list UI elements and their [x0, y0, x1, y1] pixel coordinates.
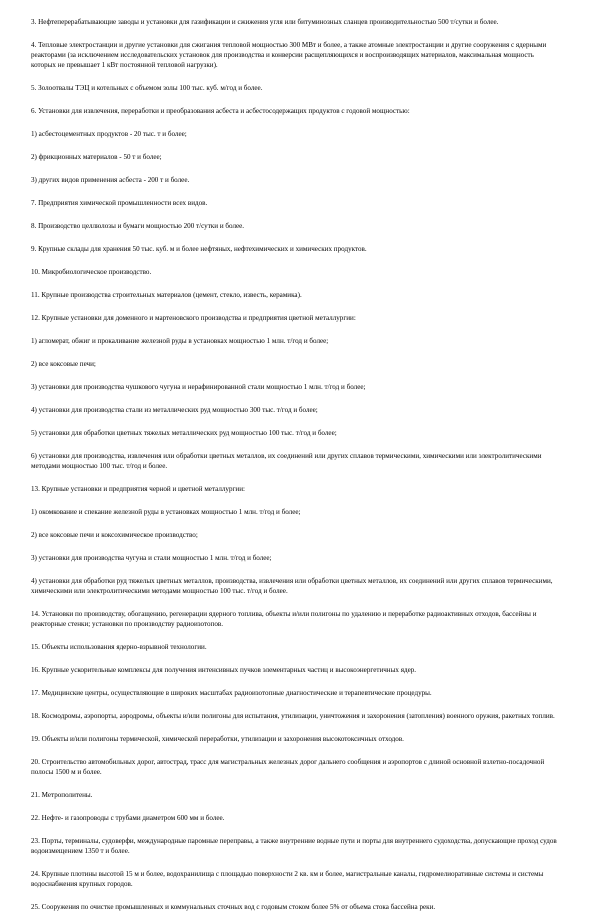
paragraph: 7. Предприятия химической промышленности всех видов. [31, 199, 208, 207]
paragraph: 1) агломерат, обжиг и прокаливание железной руды в установках мощностью 1 млн. т/год и более; [31, 337, 329, 345]
paragraph: 22. Нефте- и газопроводы с трубами диаметром 600 мм и более. [31, 814, 225, 822]
paragraph: 2) все коксовые печи; [31, 360, 96, 368]
paragraph: 21. Метрополитены. [31, 791, 93, 799]
paragraph: 6. Установки для извлечения, переработки и преобразования асбеста и асбестосодержащих продуктов с годовой мощностью: [31, 107, 410, 115]
paragraph: 1) окомкование и спекание железной руды в установках мощностью 1 млн. т/год и более; [31, 508, 301, 516]
paragraph: 4. Тепловые электростанции и другие установки для сжигания тепловой мощностью 300 МВт и более, а также атомные электростанции и другие сооружения с ядерными реакторами (за исключением исследовательских установок для производства и конверсии расщепляющихся и воспроизводящих материалов, максимальная мощность которых не превышает 1 кВт постоянной тепловой нагрузки). [31, 41, 547, 69]
paragraph: 24. Крупные плотины высотой 15 м и более, водохранилища с площадью поверхности 2 кв. км и более, магистральные каналы, гидромелиоративные системы и системы водоснабжения крупных городов. [31, 870, 544, 888]
paragraph: 11. Крупные производства строительных материалов (цемент, стекло, известь, керамика). [31, 291, 302, 299]
paragraph: 4) установки для обработки руд тяжелых цветных металлов, производства, извлечения или обработки цветных металлов, их соединений или других сплавов термическими, химическими или электролитическими методами мощностью 100 тыс. т/год и более. [31, 577, 553, 595]
paragraph: 5) установки для обработки цветных тяжелых металлических руд мощностью 100 тыс. т/год и более; [31, 429, 337, 437]
paragraph: 3) установки для производства чушкового чугуна и нерафинированной стали мощностью 1 млн. т/год и более; [31, 383, 366, 391]
paragraph: 2) все коксовые печи и коксохимическое производство; [31, 531, 198, 539]
paragraph: 23. Порты, терминалы, судоверфи, международные паромные переправы, а также внутренние водные пути и порты для внутреннего судоходства, допускающие проход судов водоизмещением 1350 т и более. [31, 837, 557, 855]
paragraph: 19. Объекты и/или полигоны термической, химической переработки, утилизации и захоронения высокотоксичных отходов. [31, 735, 404, 743]
paragraph: 5. Золоотвалы ТЭЦ и котельных с объемом золы 100 тыс. куб. м/год и более. [31, 84, 263, 92]
paragraph: 17. Медицинские центры, осуществляющие в широких масштабах радиоизотопные диагностические и терапевтические процедуры. [31, 689, 432, 697]
paragraph: 4) установки для производства стали из металлических руд мощностью 300 тыс. т/год и более; [31, 406, 318, 414]
paragraph: 2) фрикционных материалов - 50 т и более; [31, 153, 162, 161]
paragraph: 8. Производство целлюлозы и бумаги мощностью 200 т/сутки и более. [31, 222, 245, 230]
paragraph: 9. Крупные склады для хранения 50 тыс. куб. м и более нефтяных, нефтехимических и химических продуктов. [31, 245, 367, 253]
paragraph: 10. Микробиологическое производство. [31, 268, 152, 276]
paragraph: 1) асбестоцементных продуктов - 20 тыс. т и более; [31, 130, 187, 138]
paragraph: 3) установки для производства чугуна и стали мощностью 1 млн. т/год и более; [31, 554, 272, 562]
paragraph: 13. Крупные установки и предприятия черной и цветной металлургии: [31, 485, 245, 493]
paragraph: 3. Нефтеперерабатывающие заводы и установки для газификации и сжижения угля или битуминозных сланцев производительностью 500 т/сутки и более. [31, 18, 499, 26]
paragraph: 20. Строительство автомобильных дорог, автострад, трасс для магистральных железных дорог дальнего сообщения и аэропортов с длиной основной взлетно-посадочной полосы 1500 м и более. [31, 758, 545, 776]
paragraph: 6) установки для производства, извлечения или обработки цветных металлов, их соединений или других сплавов термическими, химическими или электролитическими методами мощностью 100 тыс. т/год и более. [31, 452, 542, 470]
paragraph: 15. Объекты использования ядерно-взрывной технологии. [31, 643, 207, 651]
paragraph: 12. Крупные установки для доменного и мартеновского производства и предприятия цветной металлургии: [31, 314, 356, 322]
paragraph: 14. Установки по производству, обогащению, регенерации ядерного топлива, объекты и/или полигоны по удалению и переработке радиоактивных отходов, бассейны и реакторные стенки; установки по производству радиоизотопов. [31, 610, 537, 628]
paragraph: 3) других видов применения асбеста - 200 т и более. [31, 176, 190, 184]
paragraph: 16. Крупные ускорительные комплексы для получения интенсивных пучков элементарных частиц и высокоэнергетичных ядер. [31, 666, 417, 674]
paragraph: 18. Космодромы, аэропорты, аэродромы, объекты и/или полигоны для испытания, утилизации, уничтожения и захоронения (затопления) военного оружия, ракетных топлив. [31, 712, 555, 720]
paragraph: 25. Сооружения по очистке промышленных и коммунальных сточных вод с годовым стоком более 5% от объема стока бассейна реки. [31, 903, 436, 911]
